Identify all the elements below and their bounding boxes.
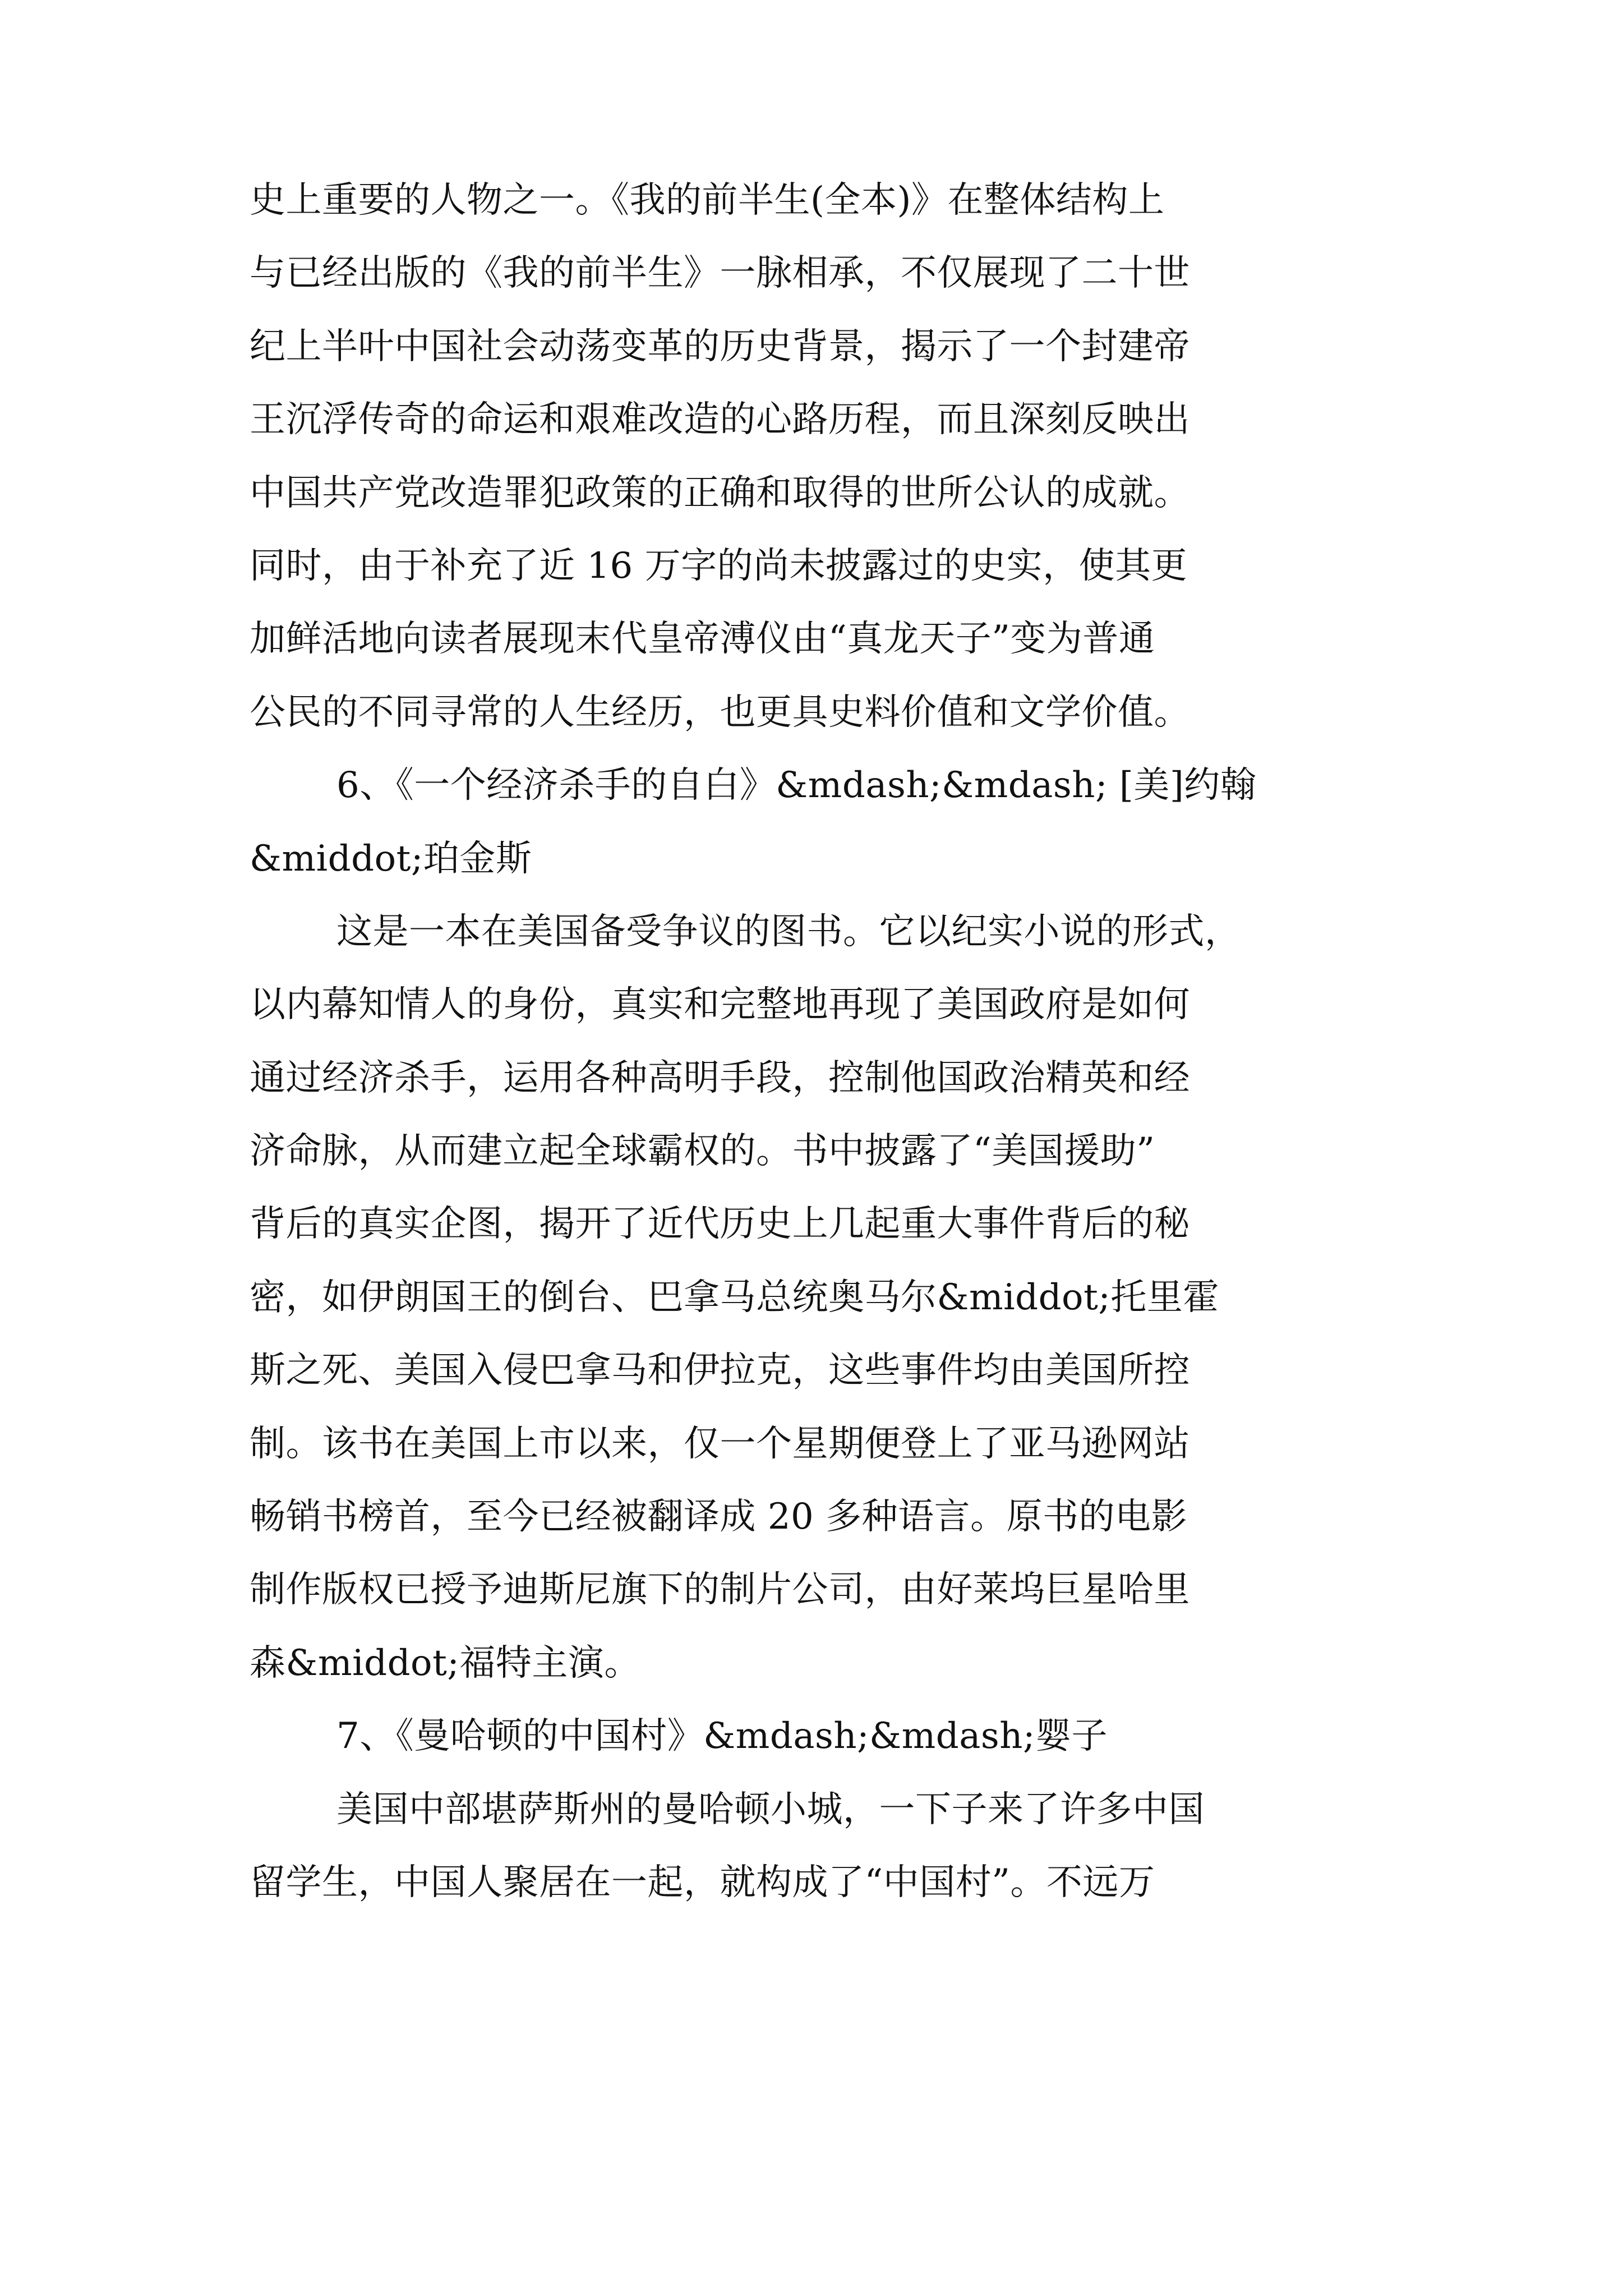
text-line: 森&middot;福特主演。: [250, 1642, 640, 1684]
paragraph-intro-continued: [250, 164, 1371, 749]
text-line: 畅销书榜首，至今已经被翻译成 20 多种语言。原书的电影: [250, 1496, 1188, 1538]
text-line: 密，如伊朗国王的倒台、巴拿马总统奥马尔&middot;托里霍: [250, 1276, 1219, 1318]
text-line: 济命脉，从而建立起全球霸权的。书中披露了“美国援助”: [250, 1130, 1155, 1172]
text-line: 公民的不同寻常的人生经历，也更具史料价值和文学价值。: [250, 691, 1190, 733]
text-line: 斯之死、美国入侵巴拿马和伊拉克，这些事件均由美国所控: [250, 1350, 1190, 1392]
heading-line: 6、《一个经济杀手的自白》&mdash;&mdash; [美]约翰: [336, 765, 1257, 807]
paragraph-book-6-description: [250, 895, 1371, 1700]
text-line: 制作版权已授予迪斯尼旗下的制片公司，由好莱坞巨星哈里: [250, 1569, 1190, 1611]
document-body: [250, 164, 1371, 1919]
text-line: 通过经济杀手，运用各种高明手段，控制他国政治精英和经: [250, 1057, 1190, 1099]
text-line: 与已经出版的《我的前半生》一脉相承，不仅展现了二十世: [250, 252, 1190, 295]
text-line: 加鲜活地向读者展现末代皇帝溥仪由“真龙天子”变为普通: [250, 618, 1155, 660]
text-line: 这是一本在美国备受争议的图书。它以纪实小说的形式，: [336, 910, 1241, 953]
text-line: 同时，由于补充了近 16 万字的尚未披露过的史实，使其更: [250, 545, 1188, 587]
paragraph-book-7-description: [250, 1773, 1371, 1920]
text-line: 中国共产党改造罪犯政策的正确和取得的世所公认的成就。: [250, 472, 1190, 514]
heading-line: &middot;珀金斯: [250, 838, 532, 880]
text-line: 美国中部堪萨斯州的曼哈顿小城，一下子来了许多中国: [336, 1788, 1205, 1830]
text-line: 史上重要的人物之一。《我的前半生(全本)》在整体结构上: [250, 180, 1165, 221]
heading-line: 7、《曼哈顿的中国村》&mdash;&mdash;婴子: [336, 1715, 1108, 1757]
book-6-heading: [250, 749, 1371, 895]
text-line: 王沉浮传奇的命运和艰难改造的心路历程，而且深刻反映出: [250, 399, 1190, 441]
text-line: 背后的真实企图，揭开了近代历史上几起重大事件背后的秘: [250, 1203, 1190, 1245]
book-7-heading: [250, 1700, 1371, 1773]
text-line: 留学生，中国人聚居在一起，就构成了“中国村”。不远万: [250, 1861, 1155, 1903]
text-line: 以内幕知情人的身份，真实和完整地再现了美国政府是如何: [250, 984, 1190, 1026]
text-line: 制。该书在美国上市以来，仅一个星期便登上了亚马逊网站: [250, 1423, 1190, 1465]
text-line: 纪上半叶中国社会动荡变革的历史背景，揭示了一个封建帝: [250, 325, 1190, 367]
